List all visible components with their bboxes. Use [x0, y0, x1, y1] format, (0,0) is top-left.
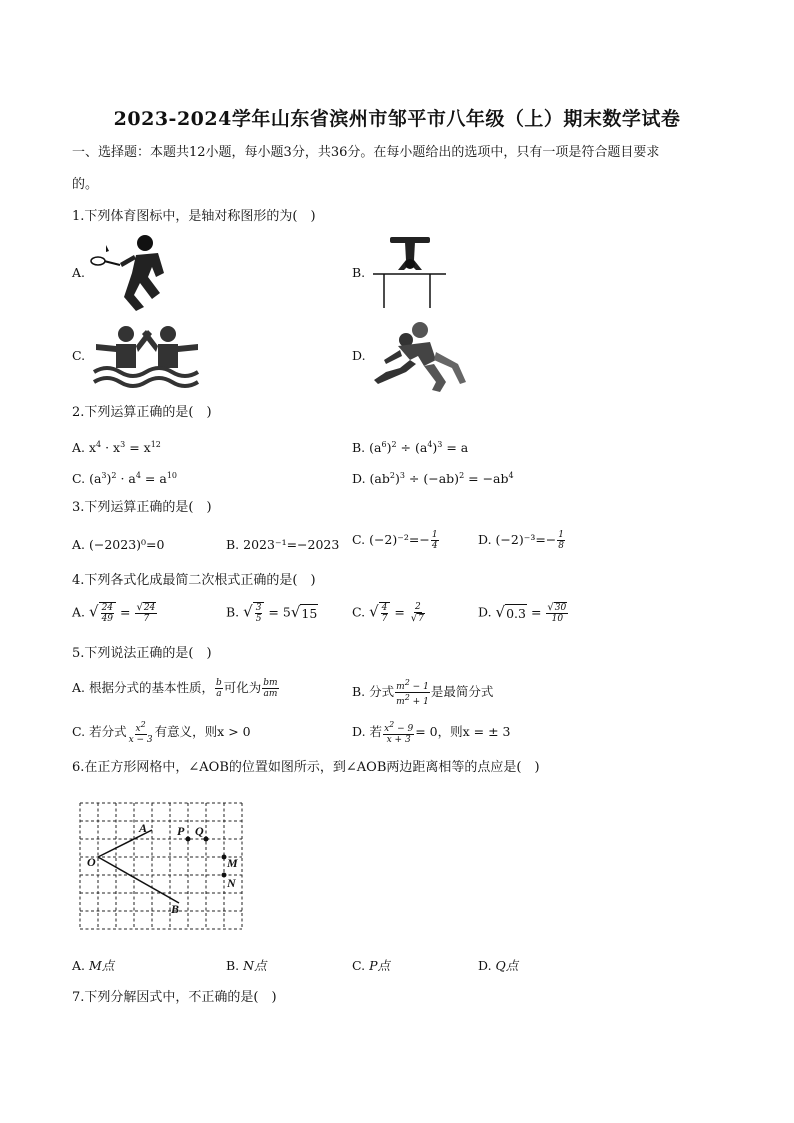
q5-label-a: A.: [72, 680, 86, 695]
q3-option-a-text: (−2023)⁰=0: [89, 537, 165, 552]
grid-lines: [80, 803, 242, 929]
q5-option-a-text1: 根据分式的基本性质，: [89, 680, 215, 695]
q5-option-a-text2: 可化为: [223, 680, 262, 695]
q6-option-c-text: P点: [369, 958, 390, 973]
q1-label-b: B.: [352, 265, 366, 280]
q3-option-b-text: 2023⁻¹=−2023: [243, 537, 340, 552]
q6-stem: 6.在正方形网格中，∠AOB的位置如图所示，到∠AOB两边距离相等的点应是( ): [72, 760, 540, 775]
q6-option-d-text: Q点: [495, 958, 519, 973]
q5-label-d: D.: [352, 724, 366, 739]
q3-option-c: [352, 530, 440, 551]
q6-option-b-text: N点: [243, 958, 267, 973]
label-o: O: [87, 855, 96, 869]
q4-option-c: C. √ $\frac{4}{7}$ = $\frac{2}{√7}$: [352, 602, 424, 624]
q1-stem: 1.下列体育图标中，是轴对称图形的为( ): [72, 209, 316, 224]
wrestling-icon: [370, 320, 470, 392]
q2-option-a: A. $x^4 \cdot x^3 = x^{12}$: [72, 440, 161, 456]
label-a: A: [139, 821, 148, 835]
q5-option-d-text1: 若: [369, 724, 383, 739]
q5-option-a: A. 根据分式的基本性质， $\frac{b}{a}$ 可化为 $\frac{bm}{am}$: [72, 678, 278, 699]
q6-label-a: A.: [72, 958, 86, 973]
q7-stem: 7.下列分解因式中，不正确的是( ): [72, 990, 277, 1005]
angle-grid-figure: [76, 800, 246, 934]
q5-label-b: B.: [352, 684, 366, 699]
q5-option-c-text1: 若分式: [89, 724, 127, 739]
q1-label-c: C.: [72, 348, 86, 363]
q1-label-d: D.: [352, 348, 366, 363]
q3-label-c: C.: [352, 532, 366, 547]
point-n: [222, 873, 227, 878]
q2-option-b: B. $(a^6)^2 \div (a^4)^3 = a$: [352, 440, 469, 456]
q6-option-b: [226, 957, 267, 975]
q6-option-a: [72, 957, 114, 975]
ray-ob: [98, 857, 179, 903]
q3-stem: 3.下列运算正确的是( ): [72, 500, 212, 515]
q3-option-c-text: (−2)⁻²=−: [369, 532, 430, 547]
q5-option-b-text2: 是最简分式: [430, 684, 494, 699]
q6-option-c: [352, 957, 390, 975]
q4-label-d: D.: [478, 604, 492, 620]
q5-option-c: C. 若分式 $\frac{x^2}{x - 3}$ 有意义，则x > 0: [72, 720, 251, 745]
label-b: B: [171, 902, 180, 916]
q3-option-d: [478, 530, 566, 551]
q4-label-a: A.: [72, 604, 86, 620]
label-m: M: [227, 856, 238, 870]
q4-option-a: A. √ $\frac{24}{49}$ = $\frac{√24}{7}$: [72, 602, 156, 624]
q3-option-d-text: (−2)⁻³=−: [495, 532, 557, 547]
q4-label-c: C.: [352, 604, 366, 620]
q6-label-c: C.: [352, 958, 366, 973]
page-title: 2023-2024学年山东省滨州市邹平市八年级（上）期末数学试卷: [113, 108, 681, 130]
point-m: [222, 855, 227, 860]
label-q: Q: [195, 824, 204, 838]
q5-label-c: C.: [72, 724, 86, 739]
point-p: [186, 837, 191, 842]
q3-label-b: B.: [226, 537, 240, 552]
q3-option-d-fraction: $\frac{1}{8}$: [558, 530, 565, 551]
q4-label-b: B.: [226, 604, 240, 620]
q2-label-a: A.: [72, 440, 86, 456]
q2-option-d: D. $(ab^2)^3 \div (-ab)^2 = -ab^4$: [352, 471, 514, 487]
q4-option-b: B. √ $\frac{3}{5}$ = 5√15: [226, 602, 318, 624]
q3-label-a: A.: [72, 537, 86, 552]
q2-label-c: C.: [72, 471, 86, 487]
q5-option-b: B. 分式 $\frac{m^2 - 1}{m^2 + 1}$ 是最简分式: [352, 678, 494, 707]
q5-option-c-text2: 有意义，则x > 0: [154, 724, 251, 739]
q3-label-d: D.: [478, 532, 492, 547]
q2-label-b: B.: [352, 440, 366, 456]
q6-label-b: B.: [226, 958, 240, 973]
q6-label-d: D.: [478, 958, 492, 973]
section-instruction-line2: 的。: [72, 177, 99, 192]
section-instruction-line1: 一、选择题：本题共12小题，每小题3分，共36分。在每小题给出的选项中，只有一项是符合题目要求: [72, 145, 660, 160]
q3-option-b: [226, 536, 339, 554]
q5-stem: 5.下列说法正确的是( ): [72, 646, 212, 661]
gymnastics-icon: [370, 234, 450, 310]
q4-option-d: D. √0.3 = $\frac{√30}{10}$: [478, 602, 567, 624]
q4-stem: 4.下列各式化成最简二次根式正确的是( ): [72, 573, 316, 588]
point-q: [204, 837, 209, 842]
q3-option-a: [72, 536, 164, 554]
q5-option-d: D. 若 $\frac{x^2 - 9}{x + 3}$ = 0，则x = ± 3: [352, 720, 511, 745]
q2-stem: 2.下列运算正确的是( ): [72, 405, 212, 420]
water-polo-icon: [92, 322, 202, 388]
q2-option-c: C. $(a^3)^2 \cdot a^4 = a^{10}$: [72, 471, 178, 487]
q1-label-a: A.: [72, 265, 86, 280]
q6-option-a-text: M点: [89, 958, 115, 973]
q5-option-b-text1: 分式: [369, 684, 395, 699]
q3-option-c-fraction: $\frac{1}{4}$: [431, 530, 438, 551]
q2-label-d: D.: [352, 471, 366, 487]
badminton-icon: [88, 233, 193, 311]
q6-option-d: [478, 957, 518, 975]
label-p: P: [177, 824, 185, 838]
label-n: N: [227, 876, 236, 890]
q5-option-d-text2: = 0，则x = ± 3: [415, 724, 511, 739]
